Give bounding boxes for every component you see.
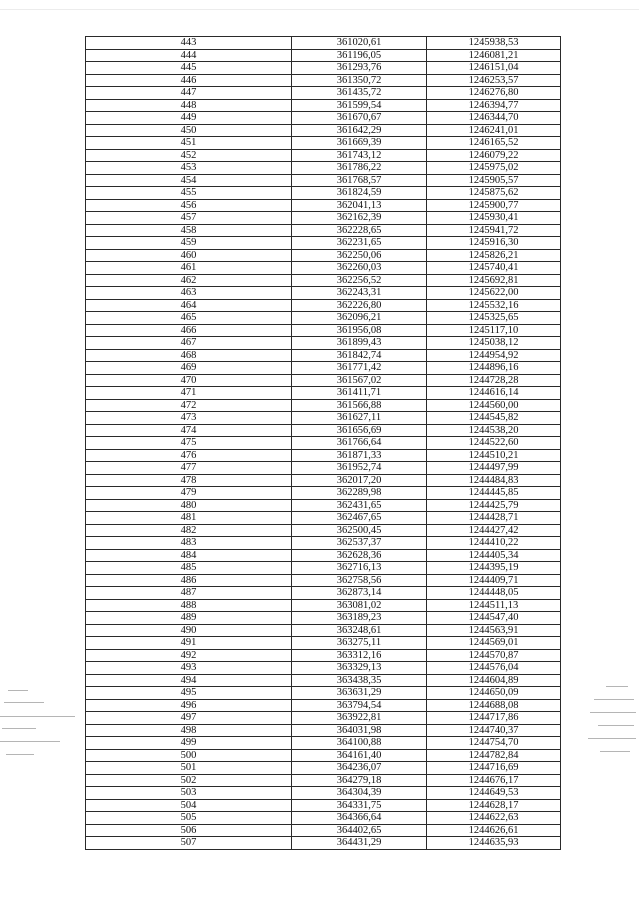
point-number-cell: 487 bbox=[86, 587, 292, 600]
point-number-cell: 468 bbox=[86, 349, 292, 362]
y-coordinate-cell: 1244628,17 bbox=[427, 799, 561, 812]
x-coordinate-cell: 363081,02 bbox=[292, 599, 427, 612]
y-coordinate-cell: 1245622,00 bbox=[427, 287, 561, 300]
x-coordinate-cell: 364279,18 bbox=[292, 774, 427, 787]
x-coordinate-cell: 361669,39 bbox=[292, 137, 427, 150]
x-coordinate-cell: 361642,29 bbox=[292, 124, 427, 137]
y-coordinate-cell: 1244954,92 bbox=[427, 349, 561, 362]
x-coordinate-cell: 364331,75 bbox=[292, 799, 427, 812]
x-coordinate-cell: 361670,67 bbox=[292, 112, 427, 125]
y-coordinate-cell: 1245325,65 bbox=[427, 312, 561, 325]
point-number-cell: 455 bbox=[86, 187, 292, 200]
x-coordinate-cell: 361566,88 bbox=[292, 399, 427, 412]
x-coordinate-cell: 361824,59 bbox=[292, 187, 427, 200]
x-coordinate-cell: 361956,08 bbox=[292, 324, 427, 337]
table-row bbox=[86, 637, 561, 650]
y-coordinate-cell: 1244570,87 bbox=[427, 649, 561, 662]
table-row bbox=[86, 574, 561, 587]
table-row bbox=[86, 299, 561, 312]
y-coordinate-cell: 1245875,62 bbox=[427, 187, 561, 200]
y-coordinate-cell: 1244538,20 bbox=[427, 424, 561, 437]
x-coordinate-cell: 362758,56 bbox=[292, 574, 427, 587]
x-coordinate-cell: 364236,07 bbox=[292, 762, 427, 775]
x-coordinate-cell: 361293,76 bbox=[292, 62, 427, 75]
x-coordinate-cell: 364402,65 bbox=[292, 824, 427, 837]
point-number-cell: 490 bbox=[86, 624, 292, 637]
scan-edge-line bbox=[0, 9, 639, 10]
x-coordinate-cell: 361842,74 bbox=[292, 349, 427, 362]
y-coordinate-cell: 1244563,91 bbox=[427, 624, 561, 637]
point-number-cell: 451 bbox=[86, 137, 292, 150]
y-coordinate-cell: 1244616,14 bbox=[427, 387, 561, 400]
y-coordinate-cell: 1244560,00 bbox=[427, 399, 561, 412]
x-coordinate-cell: 362231,65 bbox=[292, 237, 427, 250]
y-coordinate-cell: 1245900,77 bbox=[427, 199, 561, 212]
point-number-cell: 504 bbox=[86, 799, 292, 812]
table-row bbox=[86, 412, 561, 425]
table-row bbox=[86, 324, 561, 337]
y-coordinate-cell: 1244522,60 bbox=[427, 437, 561, 450]
table-row bbox=[86, 162, 561, 175]
point-number-cell: 475 bbox=[86, 437, 292, 450]
table-row bbox=[86, 537, 561, 550]
point-number-cell: 482 bbox=[86, 524, 292, 537]
y-coordinate-cell: 1244511,13 bbox=[427, 599, 561, 612]
table-row bbox=[86, 824, 561, 837]
point-number-cell: 501 bbox=[86, 762, 292, 775]
y-coordinate-cell: 1245740,41 bbox=[427, 262, 561, 275]
y-coordinate-cell: 1244754,70 bbox=[427, 737, 561, 750]
x-coordinate-cell: 361435,72 bbox=[292, 87, 427, 100]
x-coordinate-cell: 364366,64 bbox=[292, 812, 427, 825]
x-coordinate-cell: 362041,13 bbox=[292, 199, 427, 212]
point-number-cell: 491 bbox=[86, 637, 292, 650]
table-row bbox=[86, 749, 561, 762]
table-row bbox=[86, 787, 561, 800]
y-coordinate-cell: 1244650,09 bbox=[427, 687, 561, 700]
table-row bbox=[86, 612, 561, 625]
y-coordinate-cell: 1246276,80 bbox=[427, 87, 561, 100]
y-coordinate-cell: 1244545,82 bbox=[427, 412, 561, 425]
x-coordinate-cell: 362256,52 bbox=[292, 274, 427, 287]
point-number-cell: 452 bbox=[86, 149, 292, 162]
y-coordinate-cell: 1245975,02 bbox=[427, 162, 561, 175]
table-row bbox=[86, 274, 561, 287]
point-number-cell: 458 bbox=[86, 224, 292, 237]
y-coordinate-cell: 1246394,77 bbox=[427, 99, 561, 112]
y-coordinate-cell: 1246165,52 bbox=[427, 137, 561, 150]
point-number-cell: 500 bbox=[86, 749, 292, 762]
x-coordinate-cell: 364431,29 bbox=[292, 837, 427, 850]
point-number-cell: 494 bbox=[86, 674, 292, 687]
x-coordinate-cell: 361567,02 bbox=[292, 374, 427, 387]
x-coordinate-cell: 361350,72 bbox=[292, 74, 427, 87]
x-coordinate-cell: 361766,64 bbox=[292, 437, 427, 450]
point-number-cell: 495 bbox=[86, 687, 292, 700]
y-coordinate-cell: 1244569,01 bbox=[427, 637, 561, 650]
x-coordinate-cell: 362096,21 bbox=[292, 312, 427, 325]
table-row bbox=[86, 712, 561, 725]
table-row bbox=[86, 187, 561, 200]
point-number-cell: 492 bbox=[86, 649, 292, 662]
y-coordinate-cell: 1245930,41 bbox=[427, 212, 561, 225]
point-number-cell: 484 bbox=[86, 549, 292, 562]
table-row bbox=[86, 737, 561, 750]
point-number-cell: 449 bbox=[86, 112, 292, 125]
point-number-cell: 471 bbox=[86, 387, 292, 400]
x-coordinate-cell: 362537,37 bbox=[292, 537, 427, 550]
x-coordinate-cell: 361020,61 bbox=[292, 37, 427, 50]
x-coordinate-cell: 362716,13 bbox=[292, 562, 427, 575]
x-coordinate-cell: 364161,40 bbox=[292, 749, 427, 762]
point-number-cell: 476 bbox=[86, 449, 292, 462]
point-number-cell: 464 bbox=[86, 299, 292, 312]
table-row bbox=[86, 287, 561, 300]
x-coordinate-cell: 363438,35 bbox=[292, 674, 427, 687]
point-number-cell: 469 bbox=[86, 362, 292, 375]
point-number-cell: 466 bbox=[86, 324, 292, 337]
point-number-cell: 453 bbox=[86, 162, 292, 175]
y-coordinate-cell: 1244649,53 bbox=[427, 787, 561, 800]
point-number-cell: 493 bbox=[86, 662, 292, 675]
table-row bbox=[86, 362, 561, 375]
table-row bbox=[86, 799, 561, 812]
x-coordinate-cell: 362162,39 bbox=[292, 212, 427, 225]
y-coordinate-cell: 1244510,21 bbox=[427, 449, 561, 462]
y-coordinate-cell: 1244896,16 bbox=[427, 362, 561, 375]
point-number-cell: 477 bbox=[86, 462, 292, 475]
x-coordinate-cell: 361952,74 bbox=[292, 462, 427, 475]
table-row bbox=[86, 112, 561, 125]
x-coordinate-cell: 361899,43 bbox=[292, 337, 427, 350]
table-row bbox=[86, 312, 561, 325]
table-row bbox=[86, 399, 561, 412]
y-coordinate-cell: 1246081,21 bbox=[427, 49, 561, 62]
x-coordinate-cell: 362873,14 bbox=[292, 587, 427, 600]
table-row bbox=[86, 812, 561, 825]
table-row bbox=[86, 212, 561, 225]
table-row bbox=[86, 499, 561, 512]
y-coordinate-cell: 1244740,37 bbox=[427, 724, 561, 737]
y-coordinate-cell: 1244635,93 bbox=[427, 837, 561, 850]
y-coordinate-cell: 1244626,61 bbox=[427, 824, 561, 837]
point-number-cell: 496 bbox=[86, 699, 292, 712]
table-row bbox=[86, 687, 561, 700]
x-coordinate-cell: 362228,65 bbox=[292, 224, 427, 237]
point-number-cell: 461 bbox=[86, 262, 292, 275]
y-coordinate-cell: 1244622,63 bbox=[427, 812, 561, 825]
table-row bbox=[86, 437, 561, 450]
x-coordinate-cell: 363312,16 bbox=[292, 649, 427, 662]
x-coordinate-cell: 361627,11 bbox=[292, 412, 427, 425]
table-row bbox=[86, 37, 561, 50]
y-coordinate-cell: 1244676,17 bbox=[427, 774, 561, 787]
table-row bbox=[86, 224, 561, 237]
y-coordinate-cell: 1244716,69 bbox=[427, 762, 561, 775]
coordinates-table bbox=[85, 36, 561, 850]
y-coordinate-cell: 1244395,19 bbox=[427, 562, 561, 575]
table-row bbox=[86, 262, 561, 275]
x-coordinate-cell: 361786,22 bbox=[292, 162, 427, 175]
table-row bbox=[86, 99, 561, 112]
x-coordinate-cell: 364031,98 bbox=[292, 724, 427, 737]
point-number-cell: 465 bbox=[86, 312, 292, 325]
y-coordinate-cell: 1244728,28 bbox=[427, 374, 561, 387]
point-number-cell: 502 bbox=[86, 774, 292, 787]
x-coordinate-cell: 361768,57 bbox=[292, 174, 427, 187]
point-number-cell: 503 bbox=[86, 787, 292, 800]
x-coordinate-cell: 362226,80 bbox=[292, 299, 427, 312]
y-coordinate-cell: 1244497,99 bbox=[427, 462, 561, 475]
point-number-cell: 457 bbox=[86, 212, 292, 225]
y-coordinate-cell: 1244576,04 bbox=[427, 662, 561, 675]
y-coordinate-cell: 1246079,22 bbox=[427, 149, 561, 162]
x-coordinate-cell: 362467,65 bbox=[292, 512, 427, 525]
table-row bbox=[86, 174, 561, 187]
y-coordinate-cell: 1246344,70 bbox=[427, 112, 561, 125]
x-coordinate-cell: 362500,45 bbox=[292, 524, 427, 537]
x-coordinate-cell: 361599,54 bbox=[292, 99, 427, 112]
y-coordinate-cell: 1244782,84 bbox=[427, 749, 561, 762]
table-row bbox=[86, 674, 561, 687]
table-row bbox=[86, 474, 561, 487]
table-row bbox=[86, 124, 561, 137]
x-coordinate-cell: 361743,12 bbox=[292, 149, 427, 162]
x-coordinate-cell: 364100,88 bbox=[292, 737, 427, 750]
x-coordinate-cell: 363275,11 bbox=[292, 637, 427, 650]
table-row bbox=[86, 649, 561, 662]
point-number-cell: 505 bbox=[86, 812, 292, 825]
y-coordinate-cell: 1245938,53 bbox=[427, 37, 561, 50]
table-row bbox=[86, 337, 561, 350]
y-coordinate-cell: 1245117,10 bbox=[427, 324, 561, 337]
y-coordinate-cell: 1244445,85 bbox=[427, 487, 561, 500]
y-coordinate-cell: 1244410,22 bbox=[427, 537, 561, 550]
x-coordinate-cell: 363248,61 bbox=[292, 624, 427, 637]
x-coordinate-cell: 363794,54 bbox=[292, 699, 427, 712]
table-row bbox=[86, 562, 561, 575]
x-coordinate-cell: 363922,81 bbox=[292, 712, 427, 725]
y-coordinate-cell: 1244405,34 bbox=[427, 549, 561, 562]
y-coordinate-cell: 1244688,08 bbox=[427, 699, 561, 712]
table-row bbox=[86, 724, 561, 737]
point-number-cell: 486 bbox=[86, 574, 292, 587]
table-row bbox=[86, 62, 561, 75]
point-number-cell: 506 bbox=[86, 824, 292, 837]
point-number-cell: 448 bbox=[86, 99, 292, 112]
table-row bbox=[86, 87, 561, 100]
y-coordinate-cell: 1245916,30 bbox=[427, 237, 561, 250]
y-coordinate-cell: 1245038,12 bbox=[427, 337, 561, 350]
point-number-cell: 445 bbox=[86, 62, 292, 75]
point-number-cell: 499 bbox=[86, 737, 292, 750]
point-number-cell: 478 bbox=[86, 474, 292, 487]
x-coordinate-cell: 363329,13 bbox=[292, 662, 427, 675]
y-coordinate-cell: 1246241,01 bbox=[427, 124, 561, 137]
point-number-cell: 446 bbox=[86, 74, 292, 87]
coordinates-table-body bbox=[86, 37, 561, 850]
point-number-cell: 447 bbox=[86, 87, 292, 100]
table-row bbox=[86, 837, 561, 850]
table-row bbox=[86, 237, 561, 250]
table-row bbox=[86, 762, 561, 775]
point-number-cell: 462 bbox=[86, 274, 292, 287]
x-coordinate-cell: 361771,42 bbox=[292, 362, 427, 375]
y-coordinate-cell: 1245905,57 bbox=[427, 174, 561, 187]
table-row bbox=[86, 137, 561, 150]
point-number-cell: 489 bbox=[86, 612, 292, 625]
y-coordinate-cell: 1244427,42 bbox=[427, 524, 561, 537]
y-coordinate-cell: 1245532,16 bbox=[427, 299, 561, 312]
point-number-cell: 497 bbox=[86, 712, 292, 725]
table-row bbox=[86, 387, 561, 400]
table-row bbox=[86, 249, 561, 262]
y-coordinate-cell: 1244428,71 bbox=[427, 512, 561, 525]
x-coordinate-cell: 361871,33 bbox=[292, 449, 427, 462]
point-number-cell: 480 bbox=[86, 499, 292, 512]
y-coordinate-cell: 1244409,71 bbox=[427, 574, 561, 587]
point-number-cell: 498 bbox=[86, 724, 292, 737]
x-coordinate-cell: 362250,06 bbox=[292, 249, 427, 262]
x-coordinate-cell: 362628,36 bbox=[292, 549, 427, 562]
point-number-cell: 443 bbox=[86, 37, 292, 50]
x-coordinate-cell: 362289,98 bbox=[292, 487, 427, 500]
point-number-cell: 474 bbox=[86, 424, 292, 437]
table-row bbox=[86, 549, 561, 562]
y-coordinate-cell: 1244425,79 bbox=[427, 499, 561, 512]
point-number-cell: 485 bbox=[86, 562, 292, 575]
point-number-cell: 463 bbox=[86, 287, 292, 300]
table-row bbox=[86, 599, 561, 612]
x-coordinate-cell: 361411,71 bbox=[292, 387, 427, 400]
point-number-cell: 481 bbox=[86, 512, 292, 525]
table-row bbox=[86, 424, 561, 437]
x-coordinate-cell: 362243,31 bbox=[292, 287, 427, 300]
table-row bbox=[86, 662, 561, 675]
point-number-cell: 467 bbox=[86, 337, 292, 350]
table-row bbox=[86, 587, 561, 600]
y-coordinate-cell: 1246151,04 bbox=[427, 62, 561, 75]
y-coordinate-cell: 1244604,89 bbox=[427, 674, 561, 687]
point-number-cell: 460 bbox=[86, 249, 292, 262]
table-row bbox=[86, 449, 561, 462]
table-row bbox=[86, 349, 561, 362]
x-coordinate-cell: 361656,69 bbox=[292, 424, 427, 437]
table-row bbox=[86, 624, 561, 637]
table-row bbox=[86, 512, 561, 525]
point-number-cell: 488 bbox=[86, 599, 292, 612]
point-number-cell: 473 bbox=[86, 412, 292, 425]
y-coordinate-cell: 1244717,86 bbox=[427, 712, 561, 725]
y-coordinate-cell: 1244547,40 bbox=[427, 612, 561, 625]
table-row bbox=[86, 199, 561, 212]
x-coordinate-cell: 364304,39 bbox=[292, 787, 427, 800]
point-number-cell: 507 bbox=[86, 837, 292, 850]
y-coordinate-cell: 1245692,81 bbox=[427, 274, 561, 287]
point-number-cell: 444 bbox=[86, 49, 292, 62]
table-row bbox=[86, 462, 561, 475]
x-coordinate-cell: 362431,65 bbox=[292, 499, 427, 512]
table-row bbox=[86, 524, 561, 537]
point-number-cell: 472 bbox=[86, 399, 292, 412]
x-coordinate-cell: 362017,20 bbox=[292, 474, 427, 487]
table-row bbox=[86, 374, 561, 387]
point-number-cell: 479 bbox=[86, 487, 292, 500]
y-coordinate-cell: 1244448,05 bbox=[427, 587, 561, 600]
y-coordinate-cell: 1245826,21 bbox=[427, 249, 561, 262]
table-row bbox=[86, 74, 561, 87]
x-coordinate-cell: 363189,23 bbox=[292, 612, 427, 625]
table-row bbox=[86, 487, 561, 500]
point-number-cell: 459 bbox=[86, 237, 292, 250]
y-coordinate-cell: 1244484,83 bbox=[427, 474, 561, 487]
table-row bbox=[86, 149, 561, 162]
table-row bbox=[86, 49, 561, 62]
point-number-cell: 450 bbox=[86, 124, 292, 137]
y-coordinate-cell: 1245941,72 bbox=[427, 224, 561, 237]
table-row bbox=[86, 699, 561, 712]
point-number-cell: 456 bbox=[86, 199, 292, 212]
point-number-cell: 483 bbox=[86, 537, 292, 550]
table-row bbox=[86, 774, 561, 787]
x-coordinate-cell: 361196,05 bbox=[292, 49, 427, 62]
y-coordinate-cell: 1246253,57 bbox=[427, 74, 561, 87]
point-number-cell: 470 bbox=[86, 374, 292, 387]
x-coordinate-cell: 362260,03 bbox=[292, 262, 427, 275]
x-coordinate-cell: 363631,29 bbox=[292, 687, 427, 700]
point-number-cell: 454 bbox=[86, 174, 292, 187]
